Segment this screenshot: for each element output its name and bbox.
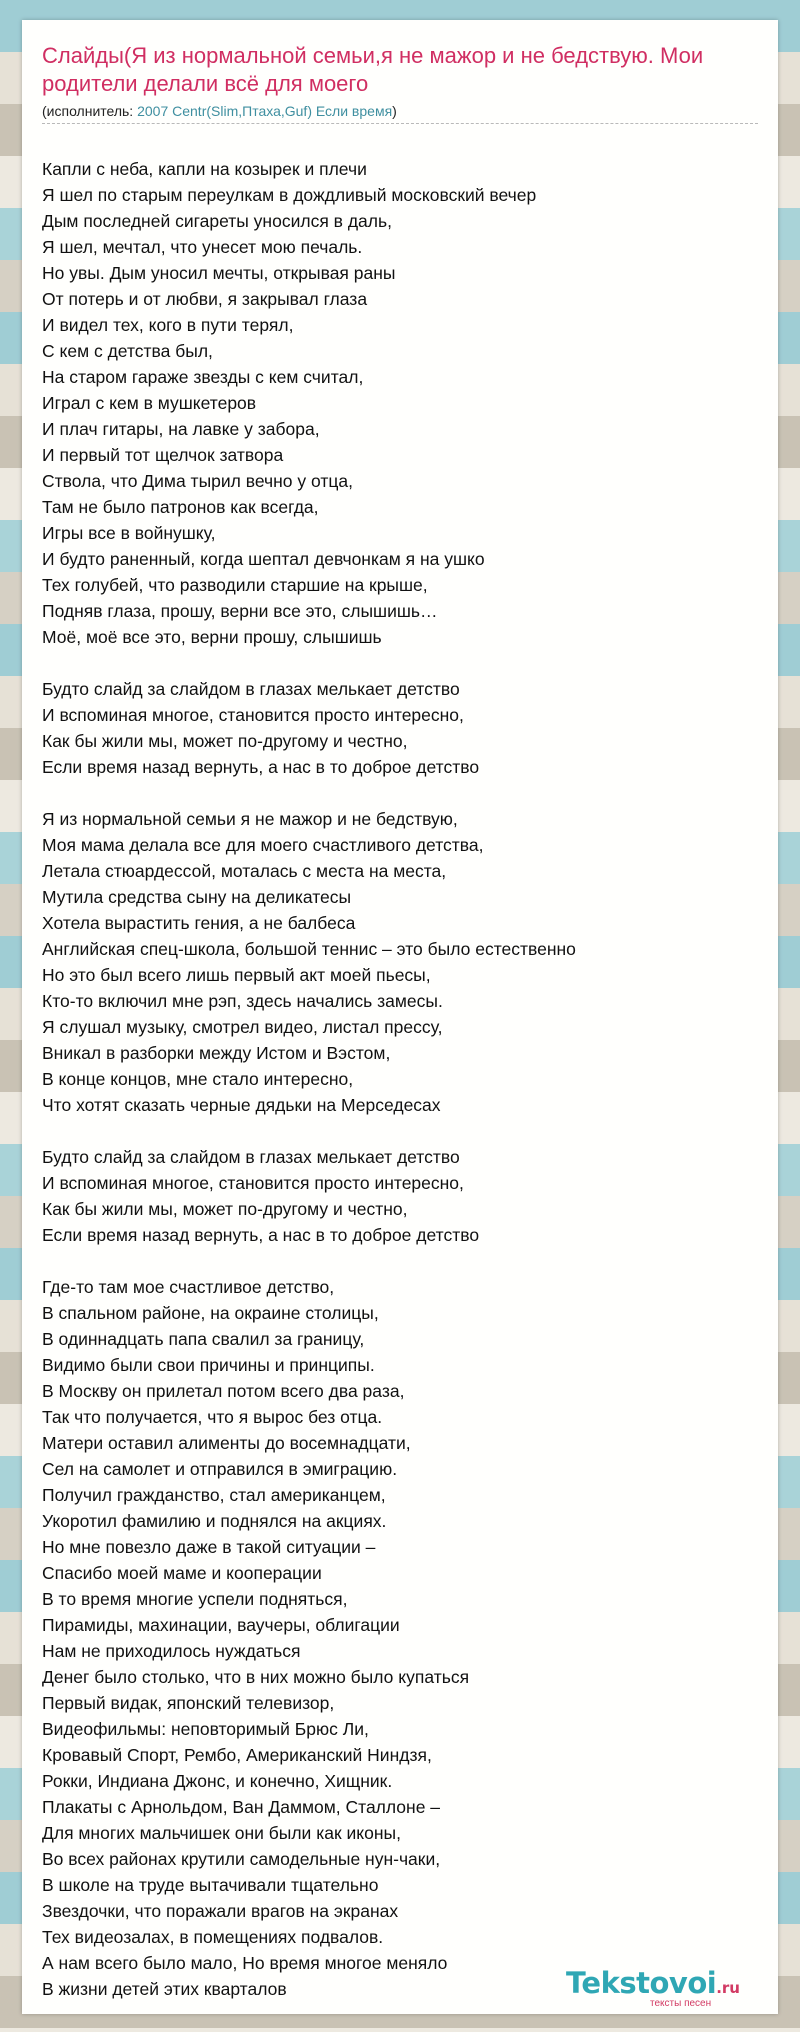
- song-header: [42, 42, 758, 124]
- logo-name: Tekstovoi: [566, 1966, 717, 2000]
- lyric-line: Во всех районах крутили самодельные нун-чаки,: [42, 1849, 441, 1869]
- lyric-line: Но мне повезло даже в такой ситуации –: [42, 1537, 376, 1557]
- lyric-line: На старом гараже звезды с кем считал,: [42, 367, 364, 387]
- lyric-line: Я слушал музыку, смотрел видео, листал прессу,: [42, 1017, 443, 1037]
- song-meta: [42, 102, 758, 124]
- lyric-line: Кровавый Спорт, Рембо, Американский Ниндзя,: [42, 1745, 432, 1765]
- meta-prefix: (исполнитель:: [42, 103, 138, 119]
- lyric-line: Как бы жили мы, может по-другому и честно,: [42, 1199, 408, 1219]
- lyric-line: Пирамиды, махинации, ваучеры, облигации: [42, 1615, 400, 1635]
- lyric-line: Если время назад вернуть, а нас в то доброе детство: [42, 1225, 480, 1245]
- lyric-line: Мутила средства сыну на деликатесы: [42, 887, 352, 907]
- lyric-line: Играл с кем в мушкетеров: [42, 393, 257, 413]
- lyric-line: В спальном районе, на окраине столицы,: [42, 1303, 379, 1323]
- lyric-line: Что хотят сказать черные дядьки на Мерседесах: [42, 1095, 441, 1115]
- lyric-line: Нам не приходилось нуждаться: [42, 1641, 301, 1661]
- lyric-line: Хотела вырастить гения, а не балбеса: [42, 913, 356, 933]
- lyric-line: Укоротил фамилию и поднялся на акциях.: [42, 1511, 387, 1531]
- lyric-line: Будто слайд за слайдом в глазах мелькает детство: [42, 1147, 460, 1167]
- lyric-line: Английская спец-школа, большой теннис – это было естественно: [42, 939, 576, 959]
- lyric-line: Сел на самолет и отправился в эмиграцию.: [42, 1459, 398, 1479]
- lyric-line: Ствола, что Дима тырил вечно у отца,: [42, 471, 353, 491]
- lyric-line: Плакаты с Арнольдом, Ван Даммом, Сталлоне –: [42, 1797, 441, 1817]
- lyric-line: Где-то там мое счастливое детство,: [42, 1277, 335, 1297]
- lyric-line: Спасибо моей маме и кооперации: [42, 1563, 322, 1583]
- lyric-line: Как бы жили мы, может по-другому и честно,: [42, 731, 408, 751]
- lyric-line: Видеофильмы: неповторимый Брюс Ли,: [42, 1719, 369, 1739]
- lyric-line: Денег было столько, что в них можно было купаться: [42, 1667, 470, 1687]
- lyric-line: С кем с детства был,: [42, 341, 213, 361]
- lyric-line: А нам всего было мало, Но время многое меняло: [42, 1953, 448, 1973]
- lyric-line: Подняв глаза, прошу, верни все это, слышишь…: [42, 601, 438, 621]
- lyric-line: Видимо были свои причины и принципы.: [42, 1355, 375, 1375]
- logo-tagline: тексты песен: [650, 1998, 712, 2009]
- lyric-line: Дым последней сигареты уносился в даль,: [42, 211, 392, 231]
- stanza-break: [42, 1248, 758, 1274]
- lyric-line: Но увы. Дым уносил мечты, открывая раны: [42, 263, 396, 283]
- lyric-line: И первый тот щелчок затвора: [42, 445, 284, 465]
- lyric-line: И вспоминая многое, становится просто интересно,: [42, 1173, 464, 1193]
- lyric-line: В Москву он прилетал потом всего два раза,: [42, 1381, 405, 1401]
- lyric-line: И будто раненный, когда шептал девчонкам я на ушко: [42, 549, 485, 569]
- artist-album-link[interactable]: 2007 Centr(Slim,Птаха,Guf) Если время: [137, 103, 393, 119]
- lyric-line: Я шел, мечтал, что унесет мою печаль.: [42, 237, 363, 257]
- stanza-break: [42, 1118, 758, 1144]
- lyric-line: В жизни детей этих кварталов: [42, 1979, 287, 1999]
- lyric-line: Если время назад вернуть, а нас в то доброе детство: [42, 757, 480, 777]
- lyric-line: И плач гитары, на лавке у забора,: [42, 419, 320, 439]
- lyric-line: Первый видак, японский телевизор,: [42, 1693, 335, 1713]
- logo-tld: .ru: [716, 1979, 740, 1997]
- lyric-line: Рокки, Индиана Джонс, и конечно, Хищник.: [42, 1771, 393, 1791]
- lyric-line: И вспоминая многое, становится просто интересно,: [42, 705, 464, 725]
- site-logo[interactable]: [566, 1966, 756, 2014]
- lyric-line: Я из нормальной семьи я не мажор и не бедствую,: [42, 809, 458, 829]
- lyric-line: Кто-то включил мне рэп, здесь начались замесы.: [42, 991, 443, 1011]
- lyric-line: Тех голубей, что разводили старшие на крыше,: [42, 575, 428, 595]
- lyric-line: От потерь и от любви, я закрывал глаза: [42, 289, 368, 309]
- stanza-break: [42, 780, 758, 806]
- lyric-line: Игры все в войнушку,: [42, 523, 216, 543]
- lyric-line: Капли с неба, капли на козырек и плечи: [42, 159, 367, 179]
- lyric-line: Матери оставил алименты до восемнадцати,: [42, 1433, 411, 1453]
- lyric-line: Так что получается, что я вырос без отца.: [42, 1407, 383, 1427]
- lyric-line: Будто слайд за слайдом в глазах мелькает детство: [42, 679, 460, 699]
- lyric-line: Летала стюардессой, моталась с места на места,: [42, 861, 447, 881]
- lyric-line: Моя мама делала все для моего счастливого детства,: [42, 835, 484, 855]
- lyric-line: Вникал в разборки между Истом и Вэстом,: [42, 1043, 391, 1063]
- lyric-line: В школе на труде вытачивали тщательно: [42, 1875, 379, 1895]
- lyric-line: Тех видеозалах, в помещениях подвалов.: [42, 1927, 384, 1947]
- lyrics-card: [22, 20, 778, 2014]
- lyric-line: Но это был всего лишь первый акт моей пьесы,: [42, 965, 431, 985]
- song-title: Слайды(Я из нормальной семьи,я не мажор и не бедствую. Мои родители делали всё для моего: [42, 43, 704, 96]
- meta-suffix: ): [392, 103, 397, 119]
- lyric-line: Там не было патронов как всегда,: [42, 497, 319, 517]
- lyric-line: Звездочки, что поражали врагов на экранах: [42, 1901, 399, 1921]
- lyric-line: В конце концов, мне стало интересно,: [42, 1069, 354, 1089]
- lyric-line: Я шел по старым переулкам в дождливый московский вечер: [42, 185, 537, 205]
- lyric-line: Моё, моё все это, верни прошу, слышишь: [42, 627, 382, 647]
- lyrics-body: [42, 156, 758, 2002]
- lyric-line: Для многих мальчишек они были как иконы,: [42, 1823, 401, 1843]
- stanza-break: [42, 650, 758, 676]
- lyric-line: В одиннадцать папа свалил за границу,: [42, 1329, 365, 1349]
- lyric-line: Получил гражданство, стал американцем,: [42, 1485, 386, 1505]
- lyric-line: В то время многие успели подняться,: [42, 1589, 348, 1609]
- lyric-line: И видел тех, кого в пути терял,: [42, 315, 294, 335]
